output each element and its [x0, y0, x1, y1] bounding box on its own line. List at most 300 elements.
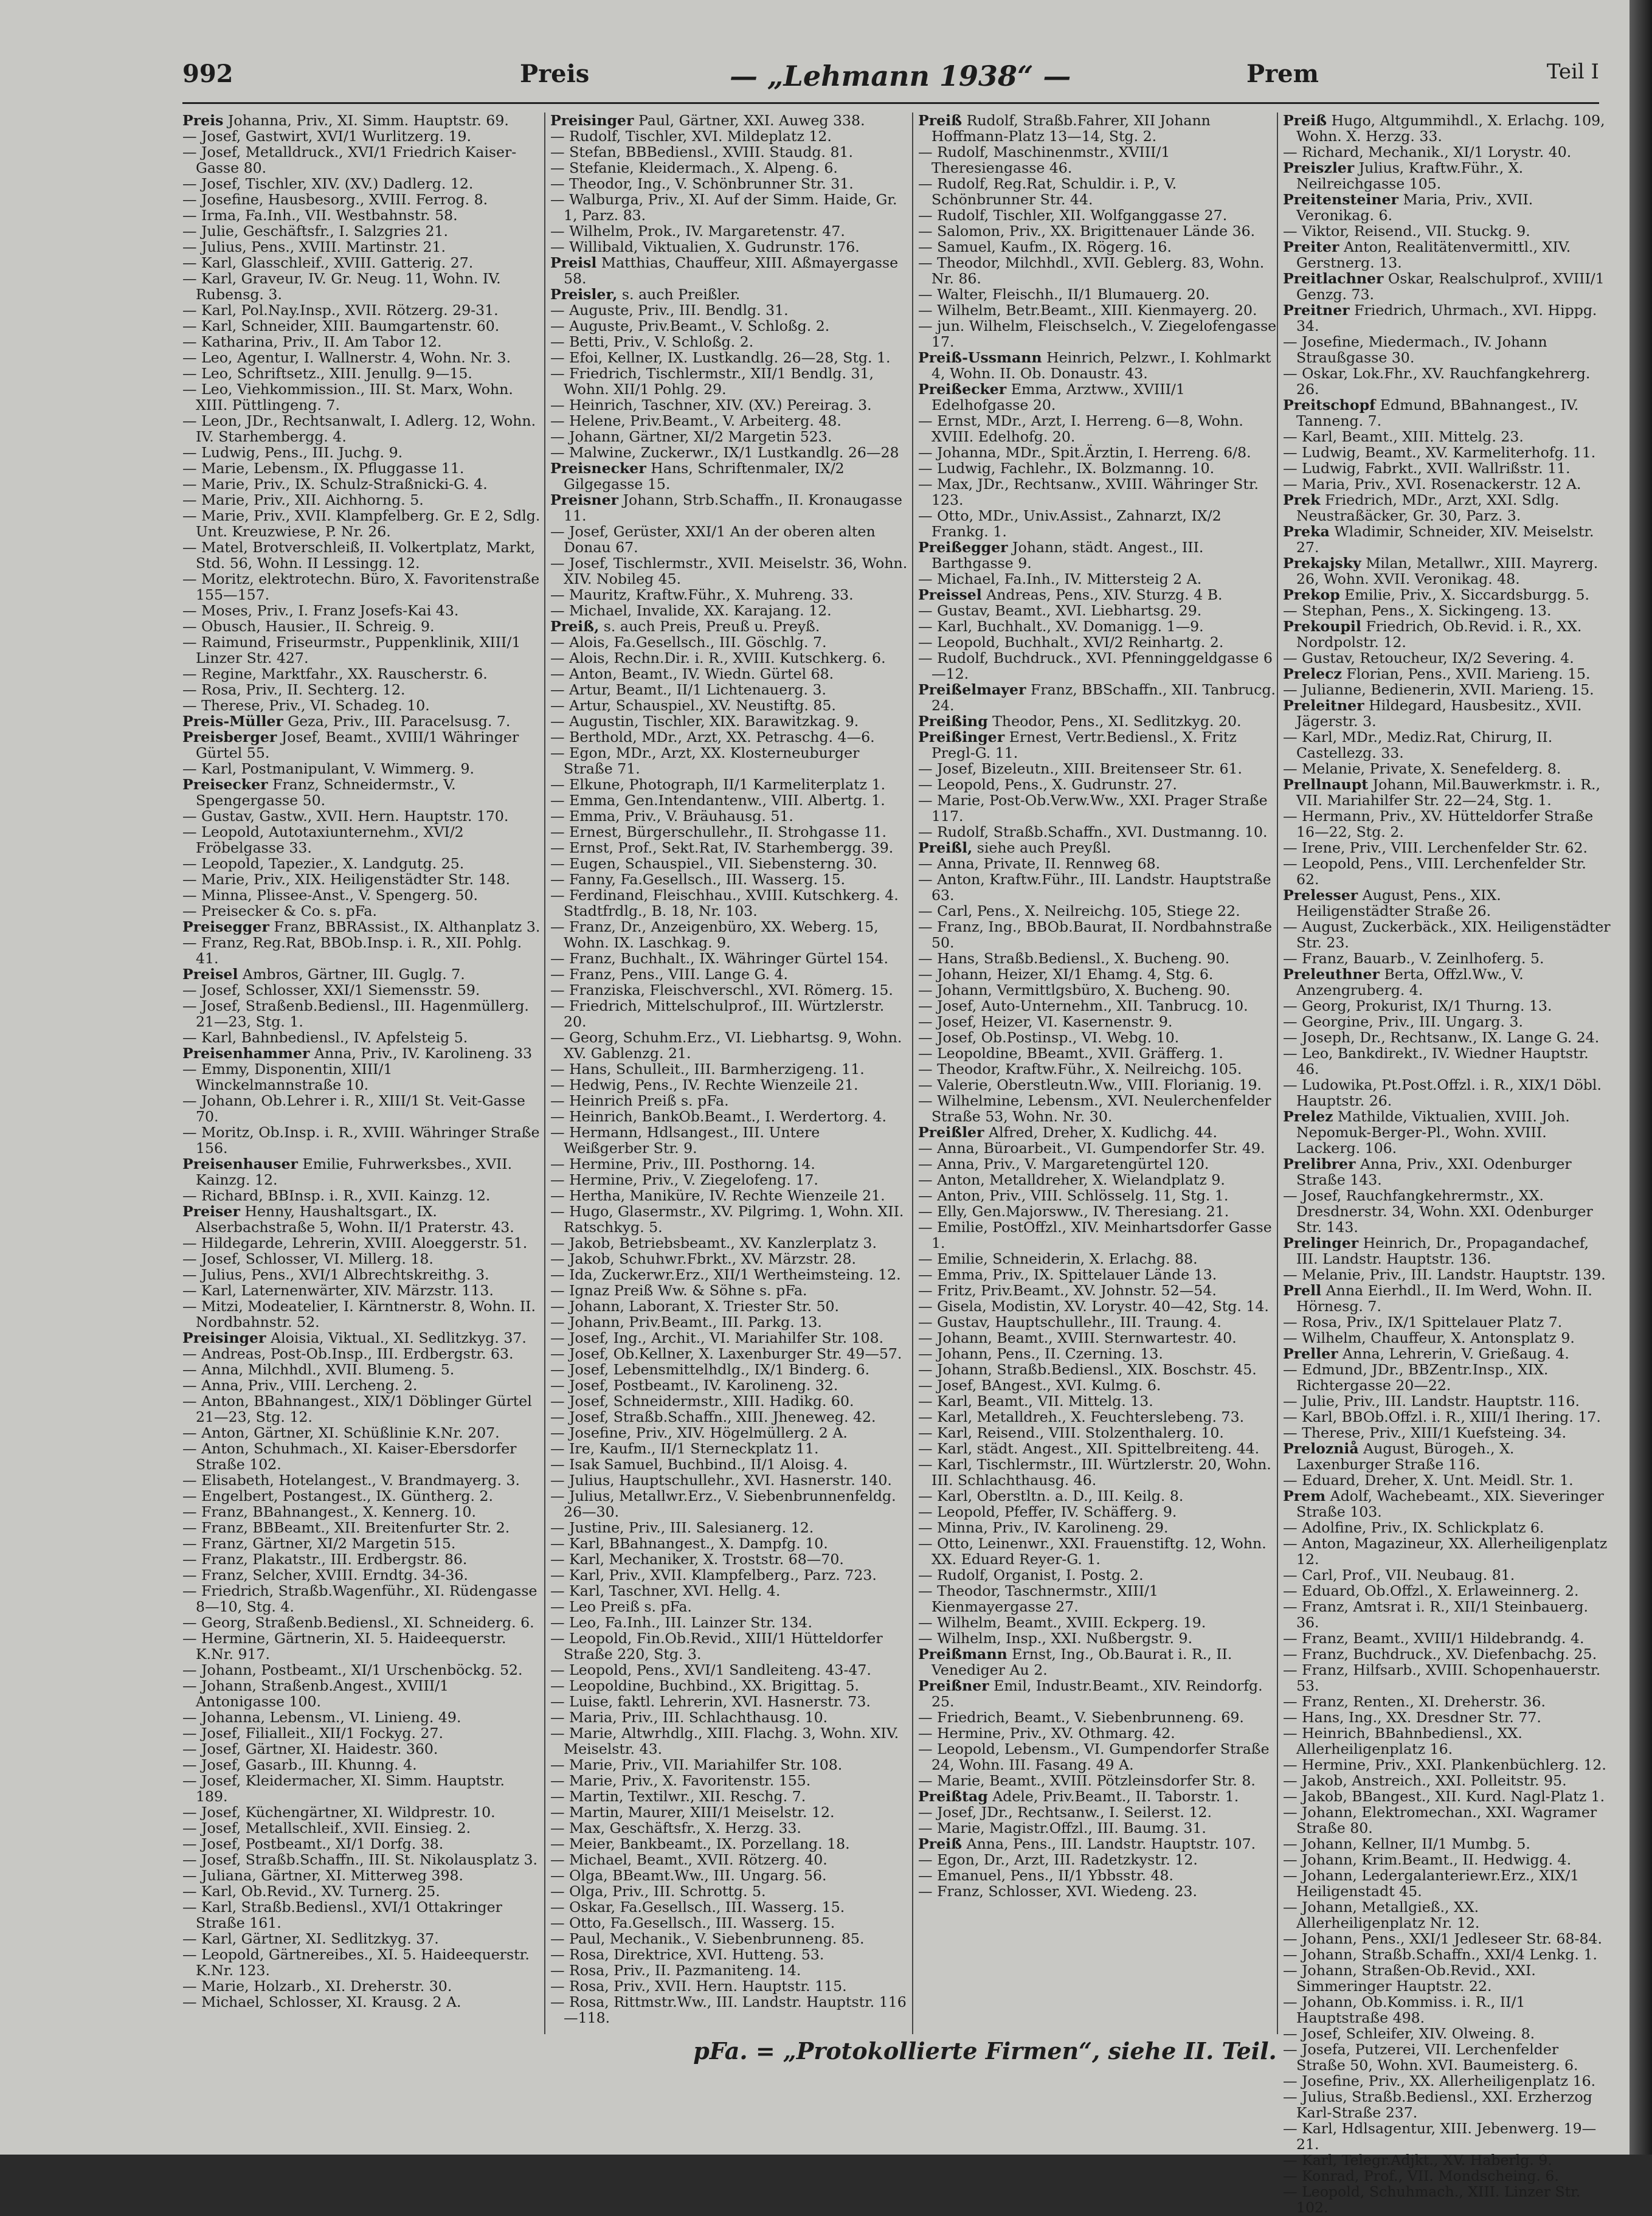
directory-entry: — Johann, Laborant, X. Triester Str. 50. [550, 1298, 839, 1315]
directory-entry: Preiß Anna, Pens., III. Landstr. Hauptstr. 107. [918, 1835, 1256, 1852]
directory-entry: — Rudolf, Tischler, XVI. Mildeplatz 12. [550, 128, 832, 145]
directory-entry: — Josefine, Priv., XIV. Högelmüllerg. 2 A. [550, 1424, 848, 1441]
directory-entry: Preisnecker Hans, Schriftenmaler, IX/2 Gilgegasse 15. [550, 460, 845, 493]
directory-entry: — Olga, BBeamt.Ww., III. Ungarg. 56. [550, 1867, 827, 1884]
directory-entry: — Leo, Viehkommission., III. St. Marx, Wohn. XIII. Püttlingeng. 7. [182, 381, 513, 414]
directory-entry: — Anna, Büroarbeit., VI. Gumpendorfer Str. 49. [918, 1140, 1265, 1157]
surname: Preißmann [918, 1646, 1007, 1663]
directory-entry: — Wilhelm, Beamt., XVIII. Eckperg. 19. [918, 1614, 1206, 1631]
directory-entry: Prekop Emilie, Priv., X. Siccardsburgg. 5. [1283, 586, 1589, 603]
directory-entry: — Marie, Holzarb., XI. Dreherstr. 30. [182, 1978, 452, 1995]
directory-entry: Preiß, s. auch Preis, Preuß u. Preyß. [550, 618, 820, 635]
directory-entry: — Josef, Ing., Archit., VI. Mariahilfer Str. 108. [550, 1329, 884, 1346]
column-1 [182, 113, 541, 2031]
directory-entry: — Johanna, MDr., Spit.Ärztin, I. Herreng. 6/8. [918, 444, 1251, 461]
column-divider [1277, 113, 1278, 2034]
directory-entry: — Wilhelm, Betr.Beamt., XIII. Kienmayerg. 20. [918, 302, 1257, 319]
directory-entry: — Johann, Pens., II. Czerning. 13. [918, 1345, 1163, 1362]
directory-entry: — Josef, Postbeamt., XI/1 Dorfg. 38. [182, 1835, 444, 1852]
directory-entry: — Hans, Straßb.Bediensl., X. Bucheng. 90. [918, 950, 1230, 967]
directory-entry: — Mitzi, Modeatelier, I. Kärntnerstr. 8, Wohn. II. Nordbahnstr. 52. [182, 1298, 536, 1331]
directory-entry: — Minna, Plissee-Anst., V. Spengerg. 50. [182, 887, 478, 904]
directory-entry: — Josef, Bizeleutn., XIII. Breitenseer Str. 61. [918, 760, 1243, 777]
directory-entry: Preißinger Ernest, Vertr.Bediensl., X. Fritz Pregl-G. 11. [918, 729, 1237, 761]
surname: Preisberger [182, 729, 277, 746]
directory-entry: — Emma, Priv., IX. Spittelauer Lände 13. [918, 1266, 1217, 1283]
directory-entry: — Rudolf, Organist, I. Postg. 2. [918, 1567, 1144, 1584]
directory-entry: — Mauritz, Kraftw.Führ., X. Muhreng. 33. [550, 586, 854, 603]
directory-entry: Preißler Alfred, Dreher, X. Kudlichg. 44. [918, 1124, 1217, 1141]
directory-entry: — Franz, Ing., BBOb.Baurat, II. Nordbahnstraße 50. [918, 918, 1273, 951]
directory-entry: Preißegger Johann, städt. Angest., III. Barthgasse 9. [918, 539, 1204, 572]
directory-entry: — Franz, Hilfsarb., XVIII. Schopenhauerstr. 53. [1283, 1661, 1601, 1694]
directory-entry: — Marie, Priv., VII. Mariahilfer Str. 108. [550, 1756, 843, 1773]
directory-entry: — Eduard, Ob.Offzl., X. Erlaweinnerg. 2. [1283, 1582, 1579, 1599]
surname: Preißecker [918, 381, 1007, 398]
column-divider [544, 113, 545, 2034]
directory-entry: — Johann, Kellner, II/1 Mumbg. 5. [1283, 1835, 1530, 1852]
directory-entry: — Johann, Elektromechan., XXI. Wagramer Straße 80. [1283, 1804, 1597, 1837]
directory-entry: — Anna, Priv., V. Margaretengürtel 120. [918, 1155, 1209, 1172]
directory-entry: — Walter, Fleischh., II/1 Blumauerg. 20. [918, 286, 1210, 303]
page-number: 992 [182, 60, 233, 88]
directory-entry: — Julie, Priv., III. Landstr. Hauptstr. 116. [1283, 1393, 1580, 1410]
directory-entry: — Leopoldine, BBeamt., XVII. Gräfferg. 1. [918, 1045, 1223, 1062]
directory-entry: — Walburga, Priv., XI. Auf der Simm. Haide, Gr. 1, Parz. 83. [550, 191, 897, 224]
directory-entry: — Alois, Fa.Gesellsch., III. Göschlg. 7. [550, 634, 827, 651]
directory-entry: — Rudolf, Buchdruck., XVI. Pfenninggeldgasse 6—12. [918, 649, 1273, 682]
directory-entry: — Josef, Heizer, VI. Kasernenstr. 9. [918, 1013, 1173, 1030]
directory-entry: — Preisecker & Co. s. pFa. [182, 902, 377, 919]
directory-entry: — Josefine, Priv., XX. Allerheiligenplatz 16. [1283, 2072, 1596, 2090]
directory-entry: — Otto, Fa.Gesellsch., III. Wasserg. 15. [550, 1914, 835, 1931]
directory-entry: — Franz, Selcher, XVIII. Erndtg. 34-36. [182, 1567, 468, 1584]
directory-entry: — Johann, Straßenb.Angest., XVIII/1 Antonigasse 100. [182, 1677, 449, 1710]
headword-left: Preis [520, 60, 590, 88]
directory-entry: — Franz, Renten., XI. Dreherstr. 36. [1283, 1693, 1546, 1710]
directory-entry: Preisinger Aloisia, Viktual., XI. Sedlitzkyg. 37. [182, 1329, 527, 1346]
directory-entry: — Willibald, Viktualien, X. Gudrunstr. 176. [550, 238, 860, 255]
directory-entry: — Otto, MDr., Univ.Assist., Zahnarzt, IX/2 Frankg. 1. [918, 507, 1222, 540]
directory-entry: — Johann, Beamt., XVIII. Sternwartestr. 40. [918, 1329, 1237, 1346]
directory-entry: Preis-Müller Geza, Priv., III. Paracelsusg. 7. [182, 713, 511, 730]
directory-entry: — Melanie, Priv., III. Landstr. Hauptstr. 139. [1283, 1266, 1606, 1283]
directory-entry: — Josef, Straßb.Schaffn., III. St. Nikolausplatz 3. [182, 1851, 538, 1868]
directory-entry: — Hedwig, Pens., IV. Rechte Wienzeile 21. [550, 1076, 859, 1093]
directory-entry: — Johann, Pens., XXI/1 Jedleseer Str. 68-84. [1283, 1930, 1603, 1947]
directory-entry: — Karl, Buchhalt., XV. Domanigg. 1—9. [918, 618, 1204, 635]
directory-entry: Prelesser August, Pens., XIX. Heiligenstädter Straße 26. [1283, 887, 1501, 919]
directory-entry: — Friedrich, Straßb.Wagenführ., XI. Rüdengasse 8—10, Stg. 4. [182, 1582, 537, 1615]
directory-entry: — Julius, Metallwr.Erz., V. Siebenbrunnenfeldg. 26—30. [550, 1487, 896, 1520]
directory-entry: — Josefa, Putzerei, VII. Lerchenfelder Straße 50, Wohn. XVI. Baumeisterg. 6. [1283, 2041, 1578, 2074]
directory-entry: — Anton, Schuhmach., XI. Kaiser-Ebersdorfer Straße 102. [182, 1440, 517, 1473]
directory-entry: — Justine, Priv., III. Salesianerg. 12. [550, 1519, 814, 1536]
surname: Preißler [918, 1124, 984, 1141]
directory-entry: Preisegger Franz, BBRAssist., IX. Althanplatz 3. [182, 918, 541, 935]
directory-entry: Prelecz Florian, Pens., XVII. Marieng. 15. [1283, 665, 1591, 682]
directory-entry: — Anton, Priv., VIII. Schlösselg. 11, Stg. 1. [918, 1187, 1229, 1204]
directory-entry: Prekajsky Milan, Metallwr., XIII. Mayrerg. 26, Wohn. XVII. Veronikag. 48. [1283, 555, 1598, 587]
directory-entry: — Ida, Zuckerwr.Erz., XII/1 Wertheimsteing. 12. [550, 1266, 901, 1283]
directory-entry: — Leo Preiß s. pFa. [550, 1598, 692, 1615]
surname: Preleitner [1283, 697, 1364, 714]
directory-entry: — Emmy, Disponentin, XIII/1 Winckelmannstraße 10. [182, 1061, 393, 1093]
directory-entry: Preißl, siehe auch Preyßl. [918, 839, 1111, 856]
directory-entry: — Joseph, Dr., Rechtsanw., IX. Lange G. 24. [1283, 1029, 1600, 1046]
directory-entry: — Franz, Plakatstr., III. Erdbergstr. 86. [182, 1551, 468, 1568]
directory-entry: Preißmann Ernst, Ing., Ob.Baurat i. R., II. Venediger Au 2. [918, 1646, 1232, 1678]
directory-entry: Preller Anna, Lehrerin, V. Grießaug. 4. [1283, 1345, 1569, 1362]
directory-entry: — Johann, Postbeamt., XI/1 Urschenböckg. 52. [182, 1661, 523, 1678]
directory-entry: — Max, Geschäftsfr., X. Herzg. 33. [550, 1820, 801, 1837]
directory-entry: Prelozniå August, Bürogeh., X. Laxenburger Straße 116. [1283, 1440, 1515, 1473]
directory-entry: — Franz, Reg.Rat, BBOb.Insp. i. R., XII. Pohlg. 41. [182, 934, 522, 967]
directory-entry: — Paul, Mechanik., V. Siebenbrunneng. 85. [550, 1930, 865, 1947]
directory-entry: — Michael, Fa.Inh., IV. Mittersteig 2 A. [918, 570, 1202, 587]
directory-entry: Preisenhauser Emilie, Fuhrwerksbes., XVII. Kainzg. 12. [182, 1155, 513, 1188]
column-4 [1283, 112, 1611, 2216]
directory-entry: — Karl, Tischlermstr., III. Würtzlerstr. 20, Wohn. III. Schlachthausg. 46. [918, 1456, 1271, 1489]
directory-entry: — Leopold, Schuhmach., XIII. Linzer Str. 102. [1283, 2183, 1581, 2216]
directory-entry: Preisinger Paul, Gärtner, XXI. Auweg 338. [550, 112, 865, 129]
surname: Preisenhammer [182, 1045, 310, 1062]
directory-entry: Preitensteiner Maria, Priv., XVII. Veronikag. 6. [1283, 191, 1533, 224]
directory-entry: — Franz, Schlosser, XVI. Wiedeng. 23. [918, 1883, 1198, 1900]
directory-entry: — Michael, Schlosser, XI. Krausg. 2 A. [182, 1993, 461, 2010]
surname: Preisnecker [550, 460, 646, 477]
directory-entry: — Theodor, Kraftw.Führ., X. Neilreichg. 105. [918, 1061, 1242, 1078]
directory-entry: — Franz, Beamt., XVIII/1 Hildebrandg. 4. [1283, 1630, 1585, 1647]
directory-entry: — Edmund, JDr., BBZentr.Insp., XIX. Richtergasse 20—22. [1283, 1361, 1549, 1394]
surname: Preiter [1283, 238, 1339, 255]
directory-entry: — Johann, Gärtner, XI/2 Margetin 523. [550, 428, 832, 445]
directory-entry: — Eugen, Schauspiel., VII. Siebensterng. 30. [550, 855, 877, 872]
directory-entry: — Leopold, Pens., XVI/1 Sandleiteng. 43-47. [550, 1661, 871, 1678]
directory-entry: Preissel Andreas, Pens., XIV. Sturzg. 4 B. [918, 586, 1223, 603]
directory-entry: — Josef, Schlosser, VI. Millerg. 18. [182, 1250, 434, 1267]
directory-entry: Preiszler Julius, Kraftw.Führ., X. Neilreichgasse 105. [1283, 159, 1524, 192]
directory-entry: — Karl, BBOb.Offzl. i. R., XIII/1 Ihering. 17. [1283, 1408, 1601, 1425]
directory-entry: — Artur, Beamt., II/1 Lichtenauerg. 3. [550, 681, 826, 698]
directory-entry: — Julianne, Bedienerin, XVII. Marieng. 15. [1283, 681, 1594, 698]
directory-entry: — Karl, städt. Angest., XII. Spittelbreiteng. 44. [918, 1440, 1260, 1457]
surname: Preller [1283, 1345, 1338, 1362]
directory-entry: — Eduard, Dreher, X. Unt. Meidl. Str. 1. [1283, 1472, 1574, 1489]
directory-entry: — Leo, Fa.Inh., III. Lainzer Str. 134. [550, 1614, 812, 1631]
surname: Preis-Müller [182, 713, 283, 730]
directory-entry: — Ernst, MDr., Arzt, I. Herreng. 6—8, Wohn. XVIII. Edelhofg. 20. [918, 412, 1243, 445]
directory-entry: — Leopold, Pens., X. Gudrunstr. 27. [918, 776, 1177, 793]
directory-entry: — Wilhelmine, Lebensm., XVI. Neulerchenfelder Straße 53, Wohn. Nr. 30. [918, 1092, 1271, 1125]
directory-entry: — Artur, Schauspiel., XV. Neustiftg. 85. [550, 697, 836, 714]
directory-entry: — Leopold, Gärtnereibes., XI. 5. Haideequerstr. K.Nr. 123. [182, 1946, 530, 1979]
directory-entry: — Richard, Mechanik., XI/1 Lorystr. 40. [1283, 144, 1572, 161]
directory-entry: — Melanie, Private, X. Senefelderg. 8. [1283, 760, 1561, 777]
surname: Preisl [550, 254, 597, 271]
directory-entry: — Isak Samuel, Buchbind., II/1 Aloisg. 4. [550, 1456, 848, 1473]
directory-entry: — jun. Wilhelm, Fleischselch., V. Ziegelofengasse 17. [918, 317, 1277, 350]
directory-entry: — Ludwig, Pens., III. Juchg. 9. [182, 444, 403, 461]
surname: Preisner [550, 491, 619, 508]
directory-entry: — Johann, Straßb.Schaffn., XXI/4 Lenkg. 1. [1283, 1946, 1597, 1963]
directory-entry: — Fanny, Fa.Gesellsch., III. Wasserg. 15. [550, 871, 846, 888]
surname: Prelinger [1283, 1234, 1359, 1252]
directory-entry: — Hermine, Priv., XXI. Plankenbüchlerg. 12. [1283, 1756, 1606, 1773]
directory-entry: — Obusch, Hausier., II. Schreig. 9. [182, 618, 435, 635]
directory-entry: — Josef, Schleifer, XIV. Olweing. 8. [1283, 2025, 1535, 2042]
directory-entry: — Julius, Pens., XVI/1 Albrechtskreithg. 3. [182, 1266, 489, 1283]
directory-entry: — Franz, BBahnangest., X. Kennerg. 10. [182, 1503, 476, 1520]
directory-entry: — Otto, Leinenwr., XXI. Frauenstiftg. 12, Wohn. XX. Eduard Reyer-G. 1. [918, 1535, 1267, 1568]
surname: Prelecz [1283, 665, 1342, 682]
directory-entry: — Moses, Priv., I. Franz Josefs-Kai 43. [182, 602, 459, 619]
directory-entry: Preisel Ambros, Gärtner, III. Guglg. 7. [182, 966, 465, 983]
directory-entry: — Ludowika, Pt.Post.Offzl. i. R., XIX/1 Döbl. Hauptstr. 26. [1283, 1076, 1602, 1109]
directory-entry: — Friedrich, Beamt., V. Siebenbrunneng. 69. [918, 1709, 1244, 1726]
surname: Prekajsky [1283, 555, 1361, 572]
directory-entry: — Hugo, Glasermstr., XV. Pilgrimg. 1, Wohn. XII. Ratschkyg. 5. [550, 1203, 904, 1236]
directory-entry: — Luise, faktl. Lehrerin, XVI. Hasnerstr. 73. [550, 1693, 871, 1710]
directory-entry: — Josef, Kleidermacher, XI. Simm. Hauptstr. 189. [182, 1772, 505, 1805]
directory-entry: — Maria, Priv., XVI. Rosenackerstr. 12 A. [1283, 476, 1581, 493]
directory-entry: — Elisabeth, Hotelangest., V. Brandmayerg. 3. [182, 1472, 520, 1489]
directory-entry: — Johann, Ledergalanteriewr.Erz., XIX/1 Heiligenstadt 45. [1283, 1867, 1580, 1900]
directory-entry: — Josef, Schneidermstr., XIII. Hadikg. 60. [550, 1393, 854, 1410]
directory-entry: — Wilhelm, Prok., IV. Margaretenstr. 47. [550, 223, 845, 240]
directory-entry: — Franziska, Fleischverschl., XVI. Römerg. 15. [550, 982, 893, 999]
directory-entry: Preisenhammer Anna, Priv., IV. Karolineng. 33 [182, 1045, 533, 1062]
directory-entry: — Anton, Kraftw.Führ., III. Landstr. Hauptstraße 63. [918, 871, 1271, 904]
directory-entry: — Helene, Priv.Beamt., V. Arbeiterg. 48. [550, 412, 842, 429]
column-3 [918, 113, 1277, 2031]
directory-entry: — Anton, BBahnangest., XIX/1 Döblinger Gürtel 21—23, Stg. 12. [182, 1393, 532, 1425]
directory-entry: — Karl, Beamt., XIII. Mittelg. 23. [1283, 428, 1524, 445]
directory-entry: — Johann, Metallgieß., XX. Allerheiligenplatz Nr. 12. [1283, 1899, 1480, 1931]
directory-entry: Preka Wladimir, Schneider, XIV. Meiselstr. 27. [1283, 523, 1594, 556]
directory-entry: — Josef, Gasarb., III. Khunng. 4. [182, 1756, 417, 1773]
directory-entry: — Efoi, Kellner, IX. Lustkandlg. 26—28, Stg. 1. [550, 349, 891, 366]
surname: Preisegger [182, 918, 269, 935]
directory-entry: — Theodor, Taschnermstr., XIII/1 Kienmayergasse 27. [918, 1582, 1158, 1615]
directory-entry: — Anna, Priv., VIII. Lercheng. 2. [182, 1377, 418, 1394]
directory-entry: Preisberger Josef, Beamt., XVIII/1 Währinger Gürtel 55. [182, 729, 519, 761]
directory-entry: — Emma, Gen.Intendantenw., VIII. Albertg. 1. [550, 792, 885, 809]
directory-entry: — Egon, MDr., Arzt, XX. Klosterneuburger Straße 71. [550, 744, 860, 777]
directory-entry: — Hans, Ing., XX. Dresdner Str. 77. [1283, 1709, 1541, 1726]
directory-entry: — Moritz, Ob.Insp. i. R., XVIII. Währinger Straße 156. [182, 1124, 540, 1157]
directory-entry: — Friedrich, Tischlermstr., XII/1 Bendlg. 31, Wohn. XII/1 Pohlg. 29. [550, 365, 874, 398]
directory-entry: — Franz, BBBeamt., XII. Breitenfurter Str. 2. [182, 1519, 510, 1536]
directory-entry: — Wilhelm, Insp., XXI. Nußbergstr. 9. [918, 1630, 1193, 1647]
directory-entry: — Auguste, Priv., III. Bendlg. 31. [550, 302, 789, 319]
directory-entry: — Irma, Fa.Inh., VII. Westbahnstr. 58. [182, 207, 458, 224]
directory-entry: — Hermine, Priv., III. Posthorng. 14. [550, 1155, 815, 1172]
directory-entry: — Josef, Gärtner, XI. Haidestr. 360. [182, 1740, 438, 1757]
directory-entry: — Rudolf, Reg.Rat, Schuldir. i. P., V. Schönbrunner Str. 44. [918, 175, 1177, 208]
directory-entry: — Hermine, Gärtnerin, XI. 5. Haideequerstr. K.Nr. 917. [182, 1630, 506, 1663]
directory-entry: — Marie, Altwrhdlg., XIII. Flachg. 3, Wohn. XIV. Meiselstr. 43. [550, 1725, 899, 1757]
directory-entry: — Marie, Magistr.Offzl., III. Baumg. 31. [918, 1820, 1206, 1837]
directory-entry: — Karl, Taschner, XVI. Hellg. 4. [550, 1582, 781, 1599]
directory-entry: Preiter Anton, Realitätenvermittl., XIV. Gerstnerg. 13. [1283, 238, 1571, 271]
directory-entry: — Karl, Ob.Revid., XV. Turnerg. 25. [182, 1883, 440, 1900]
directory-entry: — Marie, Priv., XIX. Heiligenstädter Str. 148. [182, 871, 511, 888]
header-rule [182, 102, 1599, 104]
directory-entry: — Leopold, Lebensm., VI. Gumpendorfer Straße 24, Wohn. III. Fasang. 49 A. [918, 1740, 1270, 1773]
directory-entry: — Regine, Marktfahr., XX. Rauscherstr. 6. [182, 665, 488, 682]
page-header [182, 60, 1599, 97]
directory-entry: — Rudolf, Straßb.Schaffn., XVI. Dustmanng. 10. [918, 823, 1268, 840]
directory-entry: — Martin, Textilwr., XII. Reschg. 7. [550, 1788, 806, 1805]
directory-entry: — Karl, Schneider, XIII. Baumgartenstr. 60. [182, 317, 500, 334]
directory-entry: — Karl, Straßb.Bediensl., XVI/1 Ottakringer Straße 161. [182, 1899, 502, 1931]
directory-entry: Preisler, s. auch Preißler. [550, 286, 741, 303]
directory-entry: — Josef, Metallschleif., XVII. Einsieg. 2. [182, 1820, 471, 1837]
directory-entry: — Leopoldine, Buchbind., XX. Brigittag. 5. [550, 1677, 860, 1694]
directory-entry: — Hermine, Priv., XV. Othmarg. 42. [918, 1725, 1175, 1742]
directory-entry: — Elkune, Photograph, II/1 Karmeliterplatz 1. [550, 776, 886, 793]
directory-entry: — Emilie, Schneiderin, X. Erlachg. 88. [918, 1250, 1198, 1267]
directory-entry: — Matel, Brotverschleiß, II. Volkertplatz, Markt, Std. 56, Wohn. II Lessingg. 12. [182, 539, 536, 572]
directory-entry: — Emanuel, Pens., II/1 Ybbsstr. 48. [918, 1867, 1174, 1884]
directory-entry: — Josef, Postbeamt., IV. Karolineng. 32. [550, 1377, 838, 1394]
directory-entry: Preiser Henny, Haushaltsgart., IX. Alserbachstraße 5, Wohn. II/1 Praterstr. 43. [182, 1203, 514, 1236]
directory-entry: — Leopold, Pfeffer, IV. Schäfferg. 9. [918, 1503, 1177, 1520]
directory-entry: — Betti, Priv., V. Schloßg. 2. [550, 333, 754, 350]
directory-entry: Prek Friedrich, MDr., Arzt, XXI. Sdlg. Neustraßäcker, Gr. 30, Parz. 3. [1283, 491, 1560, 524]
directory-entry: — Rosa, Direktrice, XVI. Hutteng. 53. [550, 1946, 824, 1963]
directory-entry: — Marie, Post-Ob.Verw.Ww., XXI. Prager Straße 117. [918, 792, 1268, 825]
directory-entry: — Valerie, Oberstleutn.Ww., VIII. Florianig. 19. [918, 1076, 1262, 1093]
surname: Prelesser [1283, 887, 1358, 904]
directory-entry: — Anton, Metalldreher, X. Wielandplatz 9. [918, 1171, 1225, 1188]
directory-entry: — Jakob, Betriebsbeamt., XV. Kanzlerplatz 3. [550, 1234, 877, 1252]
directory-entry: — Gustav, Hauptschullehr., III. Traung. 4. [918, 1314, 1222, 1331]
directory-entry: — Gustav, Retoucheur, IX/2 Severing. 4. [1283, 649, 1574, 667]
directory-entry: Preißelmayer Franz, BBSchaffn., XII. Tanbrucg. 24. [918, 681, 1276, 714]
directory-entry: — Heinrich, BBahnbediensl., XX. Allerheiligenplatz 16. [1283, 1725, 1522, 1757]
column-divider [912, 113, 913, 2034]
directory-entry: — Franz, Dr., Anzeigenbüro, XX. Weberg. 15, Wohn. IX. Laschkag. 9. [550, 918, 879, 951]
directory-entry: — Konrad, Prof., VII. Mondscheing. 6. [1283, 2167, 1559, 2184]
directory-entry: — Rosa, Priv., II. Sechterg. 12. [182, 681, 406, 698]
directory-entry: — Franz, Buchhalt., IX. Währinger Gürtel 154. [550, 950, 888, 967]
book-title: — „Lehmann 1938“ — [730, 60, 1071, 92]
directory-entry: Preleitner Hildegard, Hausbesitz., XVII. Jägerstr. 3. [1283, 697, 1582, 730]
surname: Preisinger [182, 1329, 266, 1346]
directory-entry: — Karl, Priv., XVII. Klampfelberg., Parz. 723. [550, 1567, 877, 1584]
directory-entry: — Anna, Private, II. Rennweg 68. [918, 855, 1161, 872]
surname: Preiß [918, 1835, 963, 1852]
directory-entry: — Josef, BAngest., XVI. Kulmg. 6. [918, 1377, 1161, 1394]
directory-entry: Preleuthner Berta, Offzl.Ww., V. Anzengruberg. 4. [1283, 966, 1524, 999]
surname: Preiß [918, 112, 963, 129]
directory-entry: — Heinrich Preiß s. pFa. [550, 1092, 729, 1109]
directory-entry: — Alois, Rechn.Dir. i. R., XVIII. Kutschkerg. 6. [550, 649, 886, 667]
directory-entry: — Raimund, Friseurmstr., Puppenklinik, XIII/1 Linzer Str. 427. [182, 634, 521, 667]
directory-entry: — Johann, Straßen-Ob.Revid., XXI. Simmeringer Hauptstr. 22. [1283, 1962, 1536, 1995]
directory-entry: Prelibrer Anna, Priv., XXI. Odenburger Straße 143. [1283, 1155, 1572, 1188]
directory-entry: — Gustav, Gastw., XVII. Hern. Hauptstr. 170. [182, 808, 509, 825]
directory-entry: — Karl, Beamt., VII. Mittelg. 13. [918, 1393, 1153, 1410]
directory-entry: — Josef, Tischlermstr., XVII. Meiselstr. 36, Wohn. XIV. Nobileg 45. [550, 555, 908, 587]
directory-entry: — Franz, Amtsrat i. R., XII/1 Steinbauerg. 36. [1283, 1598, 1589, 1631]
directory-entry: — Johann, Heizer, XI/1 Ehamg. 4, Stg. 6. [918, 966, 1214, 983]
surname: Prelozniå [1283, 1440, 1359, 1457]
directory-entry: — Ludwig, Fabrkt., XVII. Wallrißstr. 11. [1283, 460, 1571, 477]
directory-entry: — Marie, Priv., X. Favoritenstr. 155. [550, 1772, 811, 1789]
surname: Preka [1283, 523, 1330, 540]
directory-entry: Prell Anna Eierhdl., II. Im Werd, Wohn. II. Hörnesg. 7. [1283, 1282, 1592, 1315]
directory-entry: Preis Johanna, Priv., XI. Simm. Hauptstr. 69. [182, 112, 509, 129]
surname: Preißegger [918, 539, 1008, 556]
directory-entry: — Josef, Filialleit., XII/1 Fockyg. 27. [182, 1725, 444, 1742]
directory-entry: — Carl, Pens., X. Neilreichg. 105, Stiege 22. [918, 902, 1240, 919]
directory-entry: — Johann, Ob.Kommiss. i. R., II/1 Hauptstraße 498. [1283, 1993, 1526, 2026]
surname: Prekop [1283, 586, 1340, 603]
directory-entry: — Malwine, Zuckerwr., IX/1 Lustkandlg. 26—28 [550, 444, 899, 461]
directory-entry: Prekoupil Friedrich, Ob.Revid. i. R., XX. Nordpolstr. 12. [1283, 618, 1582, 651]
directory-entry: — Ferdinand, Fleischhau., XVIII. Kutschkerg. 4. Stadtfrdlg., B. 18, Nr. 103. [550, 887, 899, 919]
directory-entry: — Johann, Krim.Beamt., II. Hedwigg. 4. [1283, 1851, 1572, 1868]
directory-entry: — Fritz, Priv.Beamt., XV. Johnstr. 52—54. [918, 1282, 1217, 1299]
surname: Preisler, [550, 286, 618, 303]
directory-entry: — Max, JDr., Rechtsanw., XVIII. Währinger Str. 123. [918, 476, 1259, 508]
directory-entry: — Karl, Gärtner, XI. Sedlitzkyg. 37. [182, 1930, 439, 1947]
directory-entry: — Salomon, Priv., XX. Brigittenauer Lände 36. [918, 223, 1256, 240]
directory-entry: — Karl, Postmanipulant, V. Wimmerg. 9. [182, 760, 474, 777]
directory-entry: — Stefan, BBBediensl., XVIII. Staudg. 81. [550, 144, 854, 161]
directory-entry: — Karl, Metalldreh., X. Feuchterslebeng. 73. [918, 1408, 1245, 1425]
directory-entry: — Stefanie, Kleidermach., X. Alpeng. 6. [550, 159, 838, 176]
directory-entry: — Rudolf, Maschinenmstr., XVIII/1 Theresiengasse 46. [918, 144, 1170, 176]
directory-entry: — Viktor, Reisend., VII. Stuckg. 9. [1283, 223, 1530, 240]
directory-entry: — Michael, Invalide, XX. Karajang. 12. [550, 602, 832, 619]
directory-entry: — Josef, Ob.Postinsp., VI. Webg. 10. [918, 1029, 1180, 1046]
directory-entry: — Julie, Geschäftsfr., I. Salzgries 21. [182, 223, 448, 240]
directory-entry: — Maria, Priv., III. Schlachthausg. 10. [550, 1709, 828, 1726]
directory-entry: — Rosa, Priv., IX/1 Spittelauer Platz 7. [1283, 1314, 1563, 1331]
surname: Preisel [182, 966, 238, 983]
directory-entry: — Johann, Priv.Beamt., III. Parkg. 13. [550, 1314, 822, 1331]
directory-entry: — Julius, Straßb.Bediensl., XXI. Erzherzog Karl-Straße 237. [1283, 2088, 1592, 2121]
directory-entry: — Marie, Beamt., XVIII. Pötzleinsdorfer Str. 8. [918, 1772, 1256, 1789]
directory-entry: — Georg, Prokurist, IX/1 Thurng. 13. [1283, 997, 1552, 1014]
surname: Preiszler [1283, 159, 1355, 176]
directory-entry: — Jakob, Schuhwr.Fbrkt., XV. Märzstr. 28. [550, 1250, 857, 1267]
surname: Preißner [918, 1677, 989, 1694]
directory-entry: — Josef, Küchengärtner, XI. Wildprestr. 10. [182, 1804, 496, 1821]
directory-entry: — Josef, Straßb.Schaffn., XIII. Jheneweg. 42. [550, 1408, 876, 1425]
directory-entry: — Karl, Glasschleif., XVIII. Gatterig. 27. [182, 254, 474, 271]
surname: Preiß, [550, 618, 600, 635]
directory-entry: — Georg, Straßenb.Bediensl., XI. Schneiderg. 6. [182, 1614, 534, 1631]
directory-entry: — Anton, Beamt., IV. Wiedn. Gürtel 68. [550, 665, 834, 682]
book-binding-edge [1630, 0, 1652, 2155]
surname: Prekoupil [1283, 618, 1361, 635]
surname: Preitlachner [1283, 270, 1384, 287]
directory-entry: — Carl, Prof., VII. Neubaug. 81. [1283, 1567, 1515, 1584]
surname: Preiß-Ussmann [918, 349, 1042, 366]
directory-entry: — Karl, Laternenwärter, XIV. Märzstr. 113. [182, 1282, 494, 1299]
surname: Preisenhauser [182, 1155, 298, 1172]
surname: Prek [1283, 491, 1321, 508]
directory-entry: — Josef, Metalldruck., XVI/1 Friedrich Kaiser-Gasse 80. [182, 144, 517, 176]
directory-entry: — Gisela, Modistin, XV. Lorystr. 40—42, Stg. 14. [918, 1298, 1269, 1315]
directory-entry: Preiß Rudolf, Straßb.Fahrer, XII Johann Hoffmann-Platz 13—14, Stg. 2. [918, 112, 1211, 145]
directory-entry: Prelez Mathilde, Viktualien, XVIII. Joh. Nepomuk-Berger-Pl., Wohn. XVIII. Lackerg. 106. [1283, 1108, 1570, 1157]
